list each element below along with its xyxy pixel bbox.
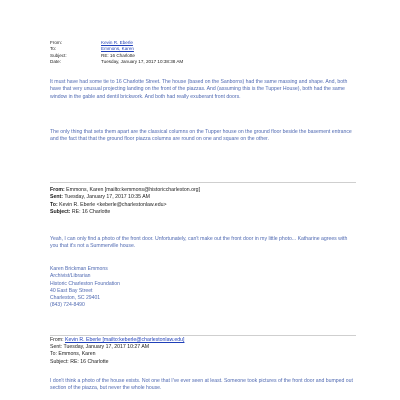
- email-body-2: [50, 236, 356, 251]
- date-value: Tuesday, January 17, 2017 10:38:38 AM: [101, 58, 184, 64]
- body-text: I don't think a photo of the house exists. Not one that I've ever seen at least. Someone took pictures of the front door and bumped out section of the piazza, but never the whole house.: [50, 378, 353, 392]
- sent-label: Sent:: [50, 194, 63, 201]
- to-link[interactable]: Emmons, Karen: [101, 46, 134, 52]
- body-text: It must have had some tie to 16 Charlotte Street. The house (based on the Sanborns) had the same massing and shape. And, both have that very unusual projecting landing on the front of the piazzas. And (assuming this is the Tupper House), both had the same window in the gable and dentil brickwork. And both had really exuberant front doors.: [50, 79, 348, 100]
- subject-label: Subject:: [50, 358, 69, 365]
- signature-org: Historic Charleston Foundation: [50, 280, 120, 287]
- sent-value: Tuesday, January 17, 2017 10:35 AM: [64, 194, 150, 201]
- signature-block: [50, 266, 120, 310]
- body-text: The only thing that sets them apart are the classical columns on the Tupper house on the ground floor beside the basement entrance and the fact that that the ground floor piazza columns are round on one and square on the other.: [50, 129, 352, 143]
- subject-value: RE: 16 Charlotte: [101, 52, 135, 58]
- email-body-3: [50, 378, 356, 393]
- divider: [50, 335, 356, 336]
- sent-label: Sent:: [50, 344, 63, 351]
- subject-label: Subject:: [50, 209, 71, 216]
- subject-value: RE: 16 Charlotte: [71, 209, 111, 216]
- from-value: Emmons, Karen [mailto:kemmons@historiccharleston.org]: [66, 187, 201, 193]
- divider: [50, 182, 356, 183]
- email-body-1-para-2: [50, 129, 356, 144]
- date-label: Date:: [50, 58, 61, 64]
- from-link[interactable]: Kevin R. Eberle: [101, 40, 133, 45]
- from-label: From:: [50, 337, 64, 343]
- from-link[interactable]: Kevin R. Eberle [mailto:keberle@charlestonlaw.edu]: [65, 337, 185, 343]
- signature-city: Charleston, SC 29401: [50, 295, 101, 302]
- from-label: From:: [50, 187, 65, 193]
- to-label: To:: [50, 351, 57, 358]
- email-header-1: [50, 40, 183, 65]
- to-label: To:: [50, 46, 57, 52]
- body-text: Yeah, I can only find a photo of the front door. Unfortunately, can't make out the front door in my little photo... Katharine agrees with you that it's not a Summerville house.: [50, 236, 348, 250]
- email-header-3: [50, 337, 184, 366]
- to-value: Kevin R. Eberle <keberle@charlestonlaw.edu>: [59, 201, 167, 208]
- signature-title: Archivist/Librarian: [50, 273, 91, 280]
- sent-value: Tuesday, January 17, 2017 10:27 AM: [63, 344, 150, 351]
- to-value: Emmons, Karen: [58, 351, 96, 358]
- to-label: To:: [50, 201, 58, 208]
- signature-name: Karen Brickman Emmons: [50, 266, 108, 272]
- subject-label: Subject:: [50, 52, 67, 58]
- email-body-1-para-1: [50, 79, 356, 101]
- email-header-2: [50, 187, 200, 217]
- signature-phone: (843) 724-8490: [50, 302, 85, 309]
- from-label: From:: [50, 40, 62, 45]
- signature-street: 40 East Bay Street: [50, 287, 93, 294]
- subject-value: RE: 16 Charlotte: [70, 358, 109, 365]
